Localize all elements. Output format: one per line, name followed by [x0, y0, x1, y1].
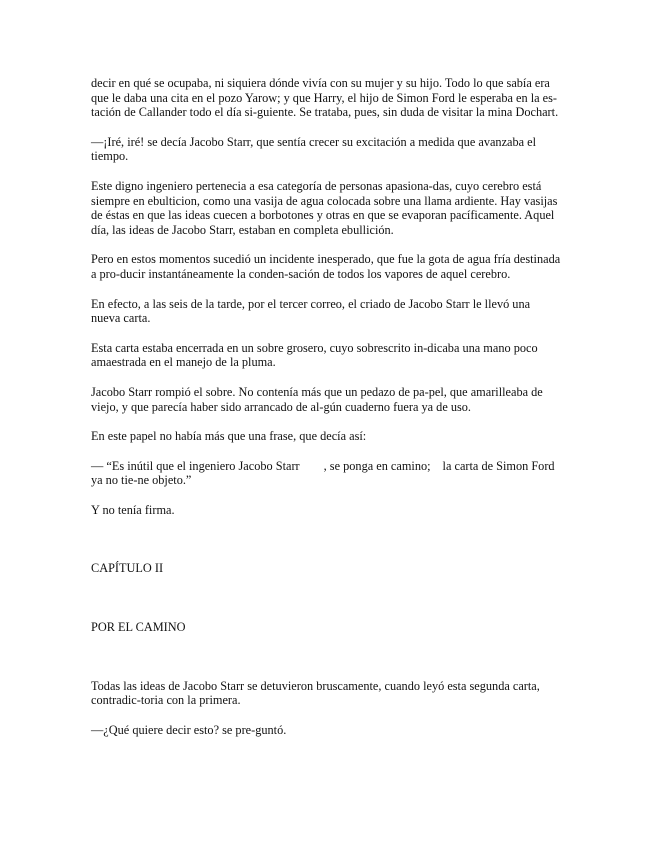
- paragraph: Este digno ingeniero pertenecia a esa categoría de personas apasiona-das, cuyo cerebro está siempre en ebulticion, como una vasija de agua colocada sobre una llama ardiente. Hay vasijas de éstas en que las ideas cuecen a borbotones y otras en que se evaporan pacíficamente. Aquel día, las ideas de Jacobo Starr, estaban en completa ebullición.: [91, 178, 558, 237]
- quoted-letter: [91, 459, 561, 488]
- paragraph: Todas las ideas de Jacobo Starr se detuvieron bruscamente, cuando leyó esta segunda carta, contradic-toria con la primera.: [91, 678, 540, 708]
- paragraph: decir en qué se ocupaba, ni siquiera dónde vivía con su mujer y su hijo. Todo lo que sabía era que le daba una cita en el pozo Yarow; y que Harry, el hijo de Simon Ford le esperaba en la es-tación de Callander todo el día si-guiente. Se trataba, pues, sin duda de visitar la mina Dochart.: [91, 76, 559, 120]
- chapter-title: POR EL CAMINO: [91, 620, 186, 635]
- quote-part: — “Es inútil que el ingeniero Jacobo Starr: [91, 458, 300, 473]
- quote-part: , se ponga en camino;: [323, 458, 431, 473]
- paragraph: —¿Qué quiere decir esto? se pre-guntó.: [91, 722, 287, 737]
- quote-part: la carta de Simon Ford ya no tie-ne objeto.”: [91, 458, 555, 488]
- paragraph: Jacobo Starr rompió el sobre. No contenía más que un pedazo de pa-pel, que amarilleaba de viejo, y que parecía haber sido arrancado de al-gún cuaderno fuera ya de uso.: [91, 384, 543, 414]
- document-page: [91, 76, 561, 737]
- paragraph: Esta carta estaba encerrada en un sobre grosero, cuyo sobrescrito in-dicaba una mano poco amaestrada en el manejo de la pluma.: [91, 340, 538, 370]
- paragraph: Pero en estos momentos sucedió un incidente inesperado, que fue la gota de agua fría destinada a pro-ducir instantáneamente la conden-sación de todos los vapores de aquel cerebro.: [91, 252, 561, 281]
- paragraph: Y no tenía firma.: [91, 502, 175, 517]
- paragraph: —¡Iré, iré! se decía Jacobo Starr, que sentía crecer su excitación a medida que avanzaba el tiempo.: [91, 134, 537, 164]
- paragraph: En efecto, a las seis de la tarde, por el tercer correo, el criado de Jacobo Starr le llevó una nueva carta.: [91, 296, 531, 326]
- chapter-number: CAPÍTULO II: [91, 561, 164, 576]
- paragraph: En este papel no había más que una frase, que decía así:: [91, 429, 367, 444]
